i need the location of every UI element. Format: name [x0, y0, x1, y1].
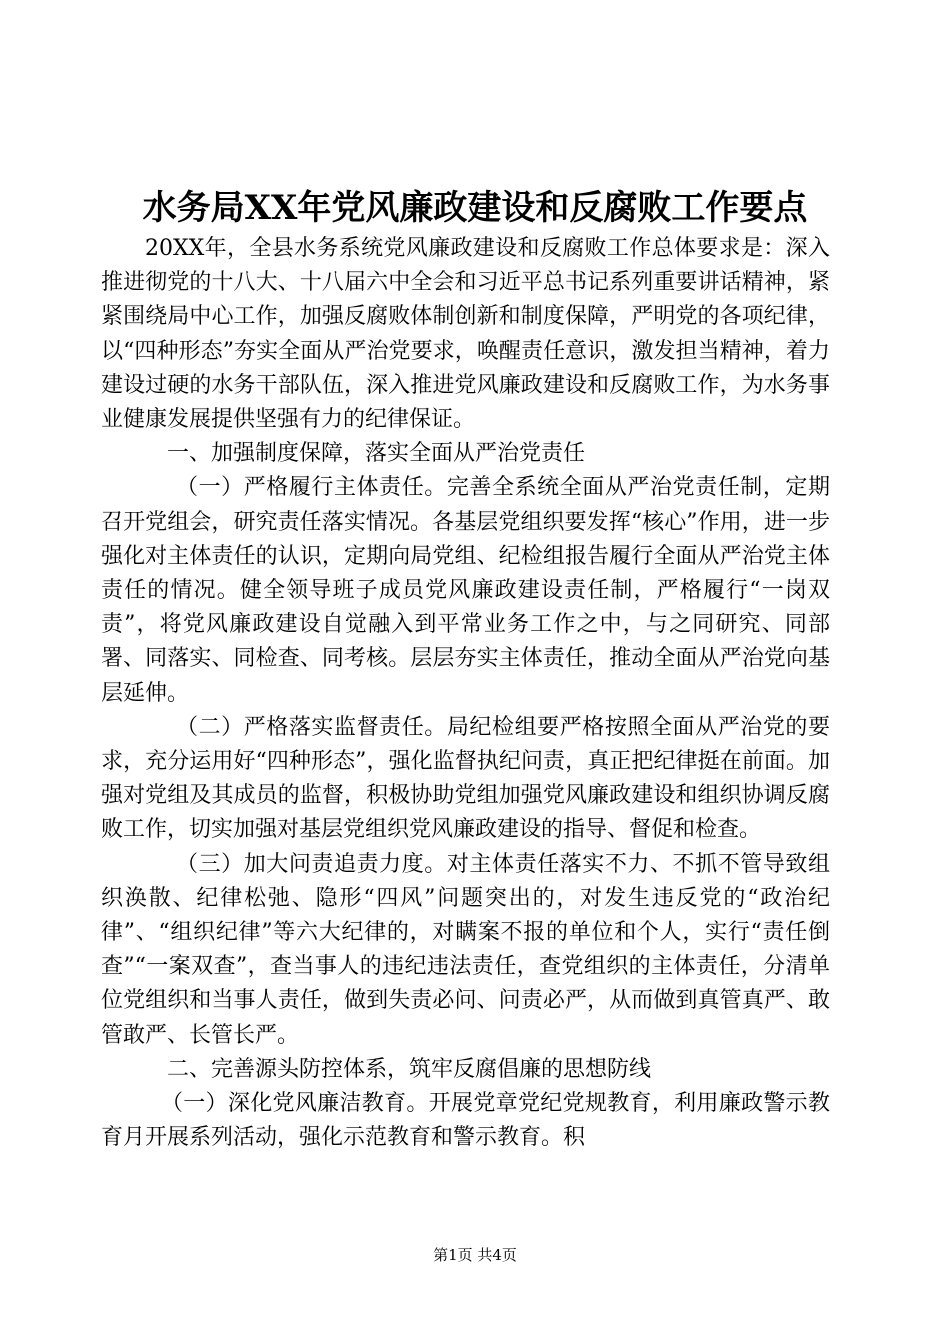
subsection-paragraph-1-1: （一）严格履行主体责任。完善全系统全面从严治党责任制，定期召开党组会，研究责任落实情况。各基层党组织要发挥“核心”作用，进一步强化对主体责任的认识，定期向局党组、纪检组报告履行全面从严治党主体责任的情况。健全领导班子成员党风廉政建设责任制，严格履行“一岗双责”，将党风廉政建设自觉融入到平常业务工作之中，与之同研究、同部署、同落实、同检查、同考核。层层夯实主体责任，推动全面从严治党向基层延伸。 — [101, 475, 830, 706]
section-heading-1: 一、加强制度保障，落实全面从严治党责任 — [167, 441, 586, 467]
document-body — [101, 232, 830, 1155]
subsection-paragraph-2-1: （一）深化党风廉洁教育。开展党章党纪党规教育，利用廉政警示教育月开展系列活动，强化示范教育和警示教育。积 — [101, 1091, 830, 1151]
document-title: 水务局XX年党风廉政建设和反腐败工作要点 — [142, 188, 808, 228]
intro-paragraph: 20XX年，全县水务系统党风廉政建设和反腐败工作总体要求是：深入推进彻党的十八大、十八届六中全会和习近平总书记系列重要讲话精神，紧紧围绕局中心工作，加强反腐败体制创新和制度保障，严明党的各项纪律，以“四种形态”夯实全面从严治党要求，唤醒责任意识，激发担当精神，着力建设过硬的水务干部队伍，深入推进党风廉政建设和反腐败工作，为水务事业健康发展提供坚强有力的纪律保证。 — [101, 236, 830, 433]
section-heading-2: 二、完善源头防控体系，筑牢反腐倡廉的思想防线 — [167, 1056, 652, 1082]
page-footer: 第1页 共4页 — [433, 1246, 517, 1264]
subsection-paragraph-1-2: （二）严格落实监督责任。局纪检组要严格按照全面从严治党的要求，充分运用好“四种形态”，强化监督执纪问责，真正把纪律挺在前面。加强对党组及其成员的监督，积极协助党组加强党风廉政建设和组织协调反腐败工作，切实加强对基层党组织党风廉政建设的指导、督促和检查。 — [101, 714, 830, 843]
subsection-paragraph-1-3: （三）加大问责追责力度。对主体责任落实不力、不抓不管导致组织涣散、纪律松弛、隐形“四风”问题突出的，对发生违反党的“政治纪律”、“组织纪律”等六大纪律的，对瞒案不报的单位和个人，实行“责任倒查”“一案双查”，查当事人的违纪违法责任，查党组织的主体责任，分清单位党组织和当事人责任，做到失责必问、问责必严，从而做到真管真严、敢管敢严、长管长严。 — [101, 851, 830, 1048]
